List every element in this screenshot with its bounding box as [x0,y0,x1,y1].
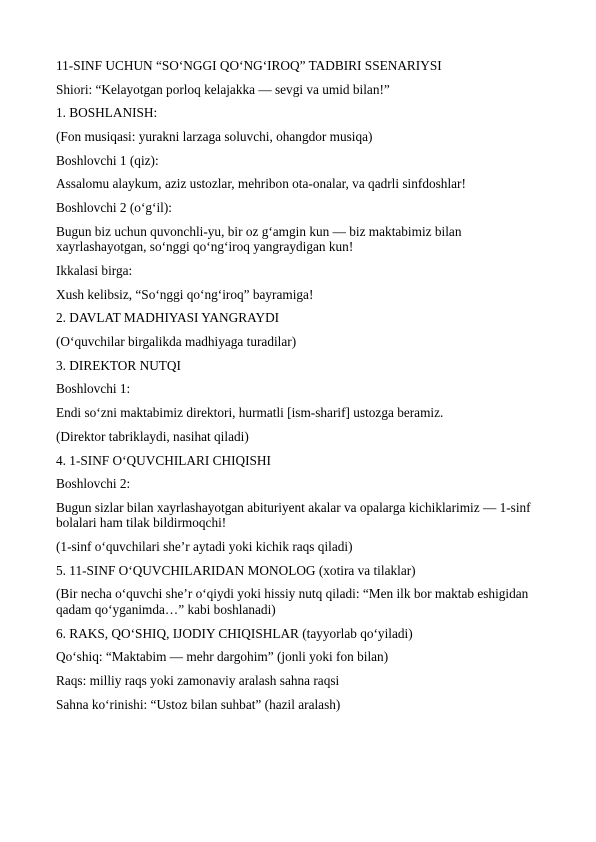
speaker-label: Boshlovchi 1: [56,381,131,397]
speech-line: Bugun biz uchun quvonchli-yu, bir oz g‘amgin kun — biz maktabimiz bilan xayrlashayotgan, so‘nggi qo‘ng‘iroq yangraydigan kun! [56,223,462,255]
speaker-label: Ikkalasi birga: [56,263,133,278]
section-heading-4: 4. 1-SINF O‘QUVCHILARI CHIQISHI [56,452,271,468]
stage-direction: (1-sinf o‘quvchilari she’r aytadi yoki kichik raqs qiladi) [56,539,353,555]
section-heading-1: 1. BOSHLANISH: [56,105,158,121]
speech-line: Endi so‘zni maktabimiz direktori, hurmatli [ism-sharif] ustozga beramiz. [56,405,444,421]
slogan-line: Shiori: “Kelayotgan porloq kelajakka — sevgi va umid bilan!” [56,81,390,97]
stage-direction: (Bir necha o‘quvchi she’r o‘qiydi yoki hissiy nutq qiladi: “Men ilk bor maktab eshigidan qadam qo‘yganimda…” kabi boshlanadi) [56,586,529,617]
speech-line: Xush kelibsiz, “So‘nggi qo‘ng‘iroq” bayramiga! [56,286,314,302]
section-heading-2: 2. DAVLAT MADHIYASI YANGRAYDI [56,310,280,326]
section-heading-3: 3. DIREKTOR NUTQI [56,357,181,373]
speech-line: Assalomu alaykum, aziz ustozlar, mehribon ota-onalar, va qadrli sinfdoshlar! [56,176,466,192]
stage-direction: (Direktor tabriklaydi, nasihat qiladi) [56,428,249,444]
program-item-dance: Raqs: milliy raqs yoki zamonaviy aralash sahna raqsi [56,673,340,688]
stage-direction: (Fon musiqasi: yurakni larzaga soluvchi, ohangdor musiqa) [56,129,373,145]
speaker-label: Boshlovchi 1 (qiz): [56,152,159,168]
program-item-song: Qo‘shiq: “Maktabim — mehr dargohim” (jonli yoki fon bilan) [56,649,389,665]
speaker-label: Boshlovchi 2 (o‘g‘il): [56,200,172,216]
document-title: 11-SINF UCHUN “SO‘NGGI QO‘NG‘IROQ” TADBIRI SSENARIYSI [56,58,442,73]
stage-direction: (O‘quvchilar birgalikda madhiyaga turadilar) [56,334,297,350]
program-item-scene: Sahna ko‘rinishi: “Ustoz bilan suhbat” (hazil aralash) [56,696,341,712]
section-heading-5: 5. 11-SINF O‘QUVCHILARIDAN MONOLOG (xotira va tilaklar) [56,562,416,578]
speaker-label: Boshlovchi 2: [56,476,131,492]
section-heading-6: 6. RAKS, QO‘SHIQ, IJODIY CHIQISHLAR (tayyorlab qo‘yiladi) [56,625,413,641]
document-page [56,58,546,720]
speech-line: Bugun sizlar bilan xayrlashayotgan abituriyent akalar va opalarga kichiklarimiz — 1-sinf bolalari ham tilak bildirmoqchi! [56,499,531,531]
